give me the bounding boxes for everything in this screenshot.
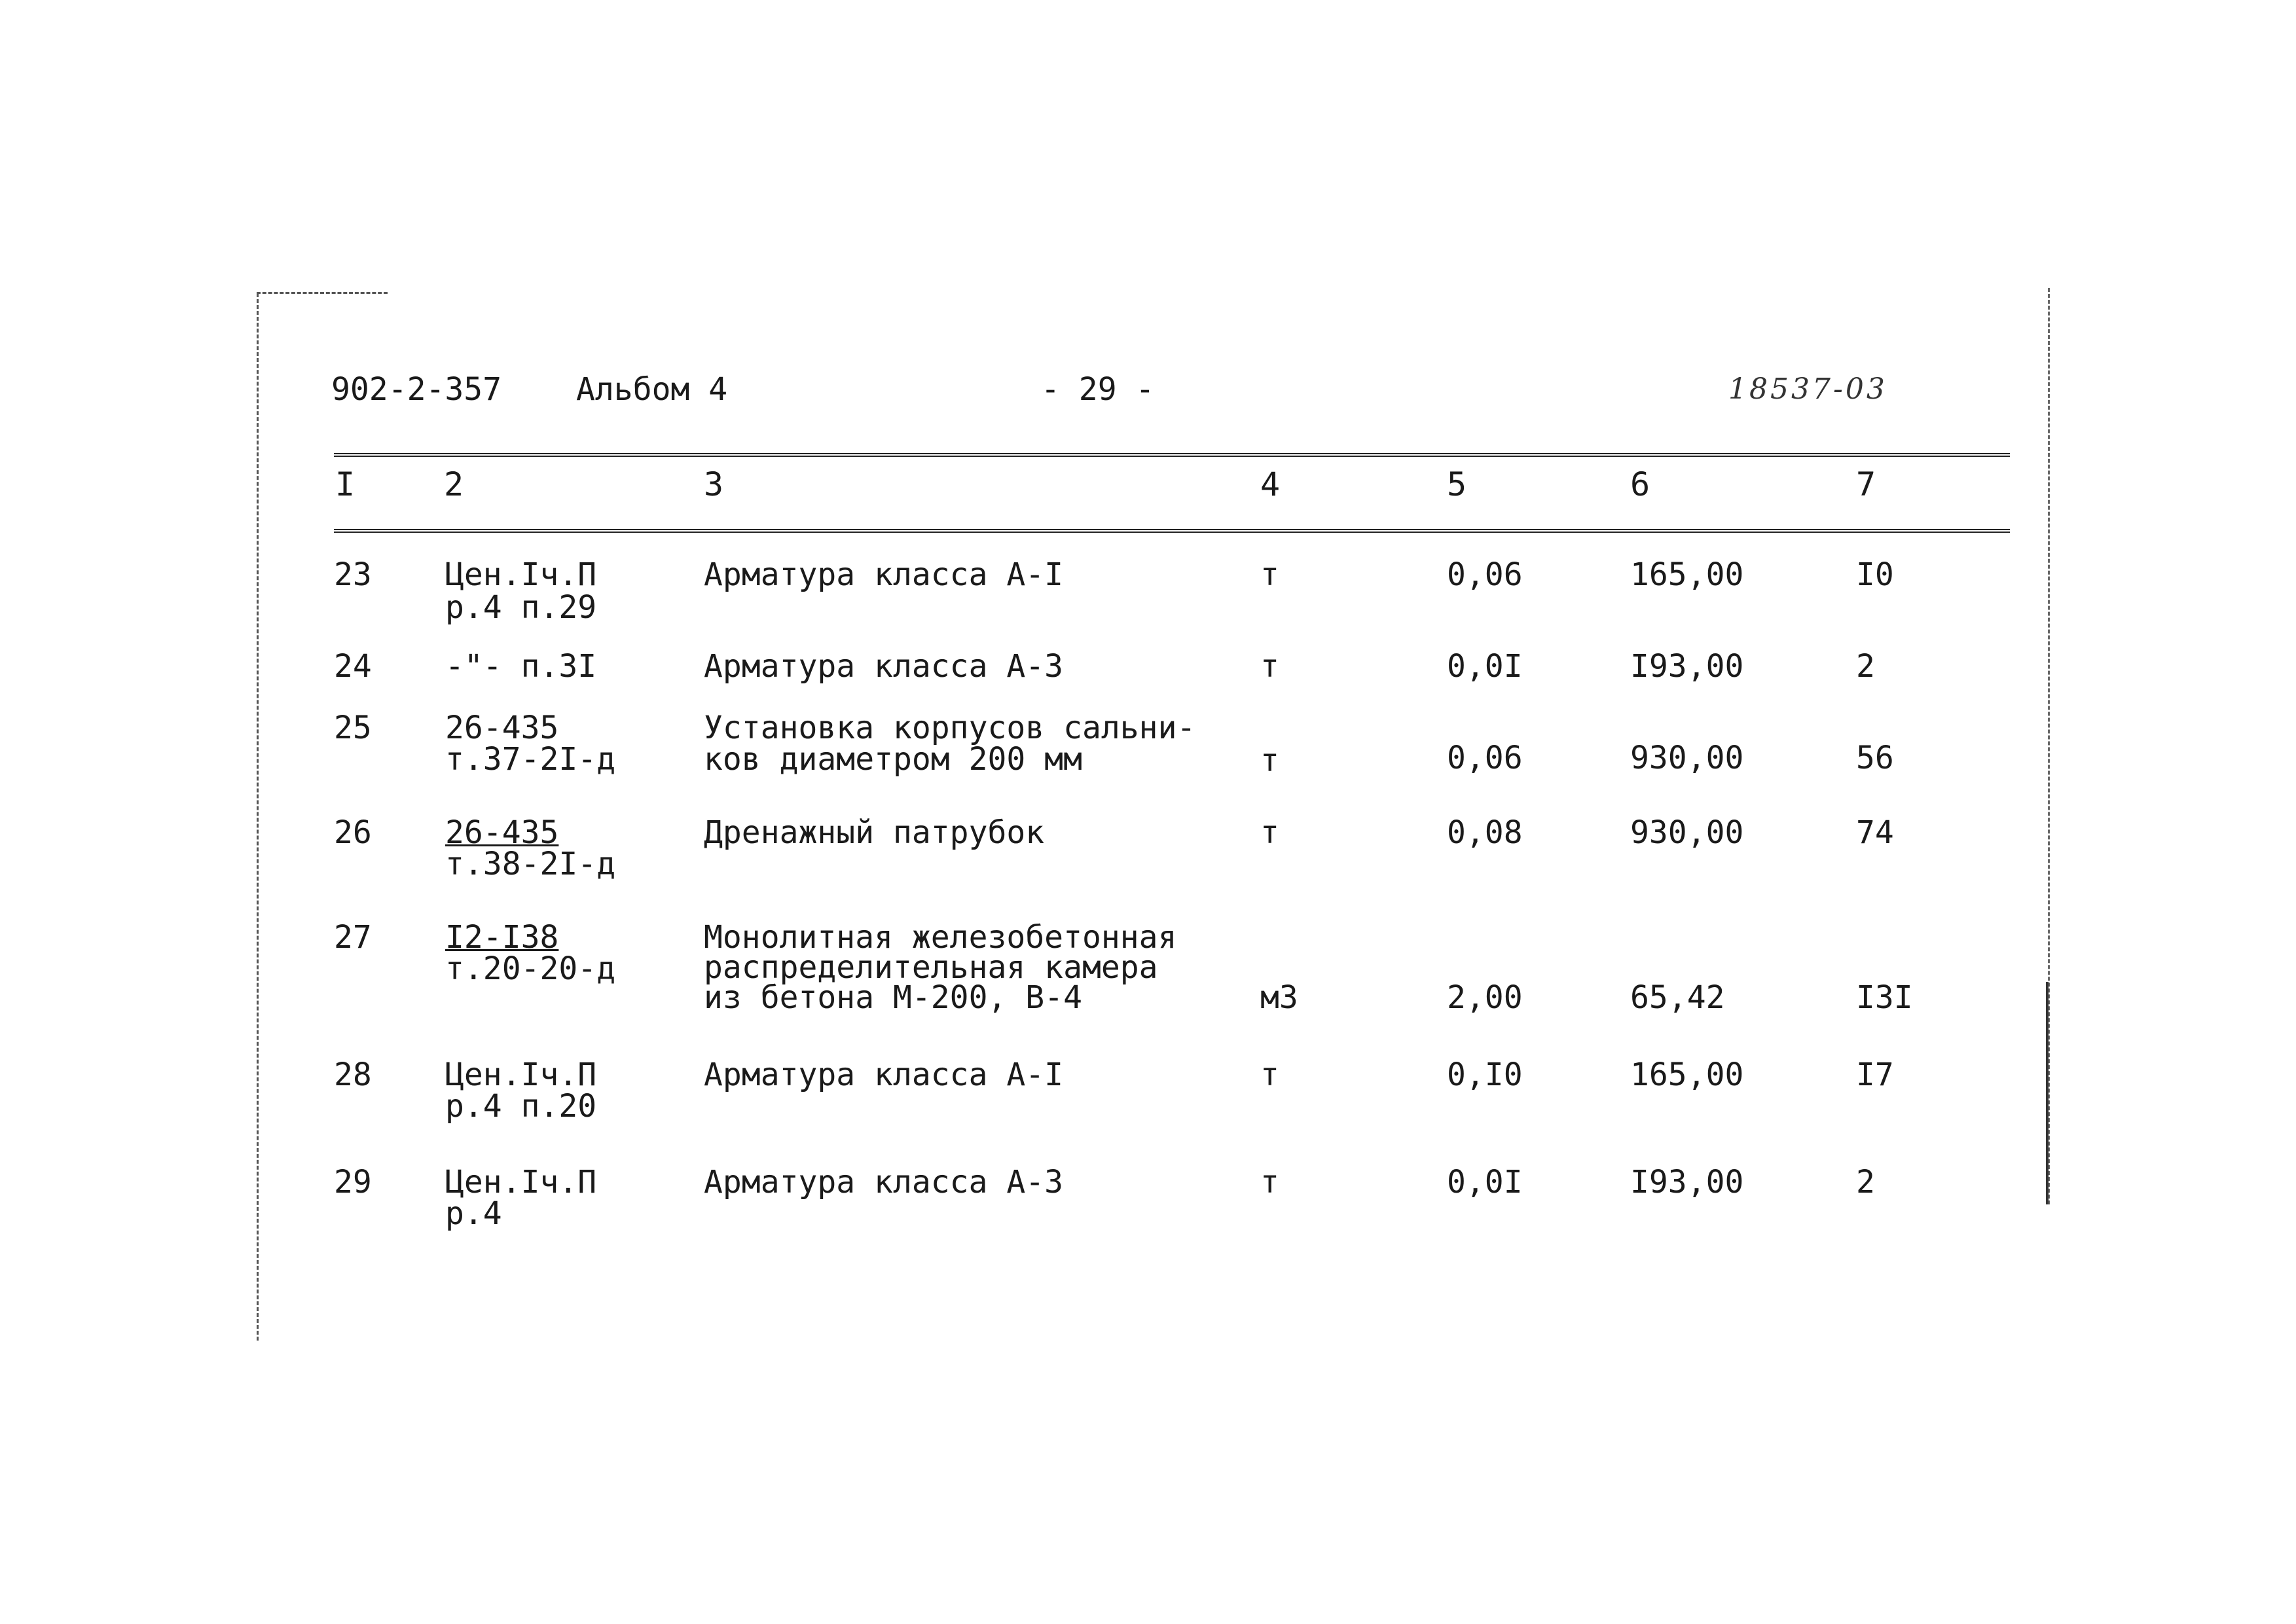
row-description-line2: распределительная камера [704, 949, 1158, 986]
row-quantity: 0,08 [1447, 814, 1523, 851]
row-quantity: 0,06 [1447, 740, 1523, 776]
row-unit: т [1260, 556, 1279, 593]
row-unit: т [1260, 1056, 1279, 1093]
row-number: 26 [334, 814, 372, 851]
row-reference-line2: т.37-2I-д [445, 741, 616, 778]
row-total: I7 [1856, 1056, 1894, 1093]
row-reference-line1: I2-I38 [445, 919, 559, 956]
row-price: 930,00 [1630, 740, 1744, 776]
row-price: 165,00 [1630, 1056, 1744, 1093]
column-header-3: 3 [704, 465, 724, 503]
row-unit: т [1260, 814, 1279, 851]
row-unit: т [1260, 742, 1279, 779]
row-unit: т [1260, 1164, 1279, 1200]
row-total: 2 [1856, 648, 1875, 685]
row-description-line1: Дренажный патрубок [704, 814, 1045, 851]
column-header-4: 4 [1260, 465, 1281, 503]
row-quantity: 0,0I [1447, 648, 1523, 685]
project-code: 902-2-357 [331, 371, 502, 408]
row-total: I3I [1856, 979, 1913, 1016]
page-number: - 29 - [1041, 371, 1155, 408]
right-margin-solid-line [2046, 982, 2049, 1204]
row-number: 24 [334, 648, 372, 685]
row-number: 27 [334, 919, 372, 956]
column-header-6: 6 [1630, 465, 1650, 503]
row-quantity: 0,I0 [1447, 1056, 1523, 1093]
row-reference-line1: -"- п.3I [445, 648, 597, 685]
row-reference-line2: т.38-2I-д [445, 846, 616, 882]
row-description-line1: Монолитная железобетонная [704, 919, 1177, 956]
row-reference-line2: р.4 п.20 [445, 1088, 597, 1125]
row-price: I93,00 [1630, 1164, 1744, 1200]
row-price: I93,00 [1630, 648, 1744, 685]
column-header-2: 2 [444, 465, 464, 503]
row-reference-line1: Цен.Iч.П [445, 1164, 597, 1200]
document-number: 18537-03 [1728, 372, 1887, 406]
album-label: Альбом 4 [576, 371, 728, 408]
column-header-1: I [335, 465, 355, 503]
row-reference-line1: 26-435 [445, 710, 559, 746]
row-reference-line1: 26-435 [445, 814, 559, 851]
row-price: 165,00 [1630, 556, 1744, 593]
table-header-rule [334, 529, 2010, 533]
row-unit: т [1260, 648, 1279, 685]
row-reference-line1: Цен.Iч.П [445, 556, 597, 593]
row-number: 25 [334, 710, 372, 746]
row-description-line1: Арматура класса А-I [704, 556, 1064, 593]
row-price: 65,42 [1630, 979, 1725, 1016]
row-total: 2 [1856, 1164, 1875, 1200]
row-quantity: 0,06 [1447, 556, 1523, 593]
row-price: 930,00 [1630, 814, 1744, 851]
row-number: 28 [334, 1056, 372, 1093]
row-description-line1: Арматура класса А-3 [704, 1164, 1064, 1200]
row-number: 29 [334, 1164, 372, 1200]
row-reference-line1: Цен.Iч.П [445, 1056, 597, 1093]
row-description-line1: Арматура класса А-3 [704, 648, 1064, 685]
row-quantity: 0,0I [1447, 1164, 1523, 1200]
row-total: 56 [1856, 740, 1894, 776]
row-reference-line2: р.4 [445, 1195, 502, 1232]
row-description-line3: из бетона М-200, В-4 [704, 979, 1082, 1016]
column-header-5: 5 [1447, 465, 1467, 503]
row-reference-line2: р.4 п.29 [445, 589, 597, 626]
row-unit: м3 [1260, 979, 1298, 1016]
row-total: 74 [1856, 814, 1894, 851]
column-header-7: 7 [1856, 465, 1876, 503]
left-margin-line [257, 293, 259, 1341]
row-reference-line2: т.20-20-д [445, 950, 616, 987]
margin-top-tick [257, 292, 388, 294]
row-total: I0 [1856, 556, 1894, 593]
row-description-line1: Арматура класса А-I [704, 1056, 1064, 1093]
table-top-rule [334, 453, 2010, 457]
row-description-line1: Установка корпусов сальни- [704, 710, 1196, 746]
row-description-line2: ков диаметром 200 мм [704, 741, 1082, 778]
row-quantity: 2,00 [1447, 979, 1523, 1016]
row-number: 23 [334, 556, 372, 593]
